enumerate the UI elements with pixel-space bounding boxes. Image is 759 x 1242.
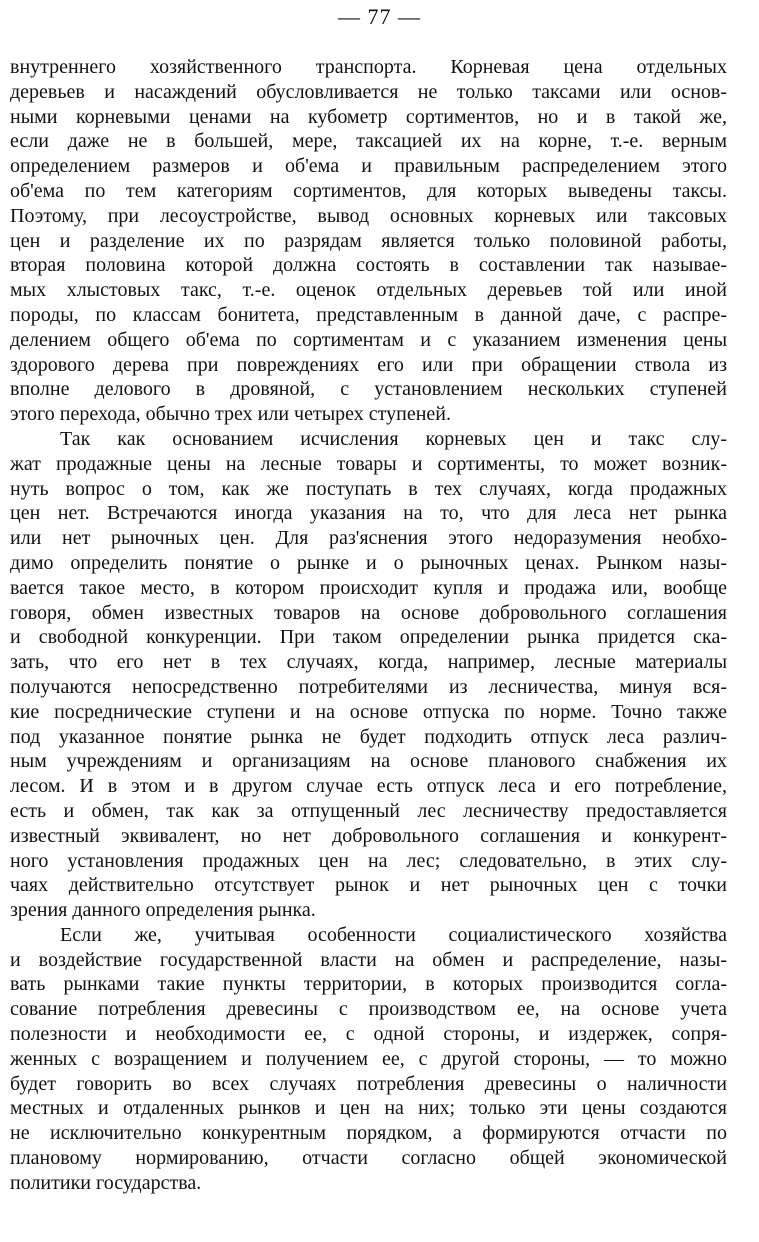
text-line: об'ема по тем категориям сортиментов, для которых выведены таксы. [10, 179, 727, 202]
text-line: если даже не в большей, мере, таксацией их на корне, т.-е. верным [10, 130, 727, 153]
text-line: Если же, учитывая особенности социалистического хозяйства [60, 923, 727, 946]
text-line: мых хлыстовых такс, т.-е. оценок отдельных деревьев той или иной [10, 279, 727, 302]
text-line: и свободной конкуренции. При таком определении рынка придется ска- [10, 626, 727, 649]
text-line: есть и обмен, так как за отпущенный лес лесничеству предоставляется [10, 799, 727, 822]
text-line: породы, по классам бонитета, представленным в данной даче, с распре- [10, 303, 727, 326]
text-line: политики государства. [10, 1171, 202, 1194]
text-line: кие посреднические ступени и на основе отпуска по норме. Точно также [10, 700, 727, 723]
page-number: — 77 — [338, 4, 421, 29]
text-line: Так как основанием исчисления корневых цен и такс слу- [60, 427, 727, 450]
paragraph [10, 427, 727, 923]
text-line: димо определить понятие о рынке и о рыночных ценах. Рынком назы- [10, 551, 727, 574]
text-line: местных и отдаленных рынков и цен на них; только эти цены создаются [10, 1097, 727, 1120]
text-line: сование потребления древесины с производством ее, на основе учета [10, 998, 727, 1021]
text-line: ного установления продажных цен на лес; следовательно, в этих слу- [10, 849, 727, 872]
text-line: ным учреждениям и организациям на основе планового снабжения их [10, 750, 727, 773]
text-line: Поэтому, при лесоустройстве, вывод основных корневых или таксовых [10, 204, 727, 227]
text-line: жат продажные цены на лесные товары и сортименты, то может возник- [10, 452, 727, 475]
text-line: женных с возращением и получением ее, с другой стороны, — то можно [10, 1047, 727, 1070]
text-line: нуть вопрос о том, как же поступать в тех случаях, когда продажных [10, 477, 727, 500]
text-line: этого перехода, обычно трех или четырех ступеней. [10, 403, 451, 426]
text-line: говоря, обмен известных товаров на основе добровольного соглашения [10, 601, 727, 624]
text-line: деревьев и насаждений обусловливается не только таксами или основ- [10, 80, 727, 103]
text-line: вторая половина которой должна состоять в составлении так называе- [10, 254, 727, 277]
text-line: внутреннего хозяйственного транспорта. Корневая цена отдельных [10, 56, 727, 78]
text-line: цен нет. Встречаются иногда указания на то, что для леса нет рынка [10, 502, 727, 525]
text-line: будет говорить во всех случаях потребления древесины о наличности [10, 1072, 727, 1095]
paragraph [10, 55, 727, 427]
text-line: зать, что его нет в тех случаях, когда, например, лесные материалы [10, 651, 727, 674]
text-line: цен и разделение их по разрядам является только половиной работы, [10, 229, 727, 252]
text-line: лесом. И в этом и в другом случае есть отпуск леса и его потребление, [10, 775, 727, 798]
text-line: ными корневыми ценами на кубометр сортиментов, но и в такой же, [10, 105, 727, 128]
body-text [10, 55, 727, 1196]
text-line: плановому нормированию, отчасти согласно общей экономической [10, 1147, 727, 1170]
text-line: известный эквивалент, но нет добровольного соглашения и конкурент- [10, 824, 727, 847]
text-line: чаях действительно отсутствует рынок и нет рыночных цен с точки [10, 874, 727, 897]
text-line: определением размеров и об'ема и правильным распределением этого [10, 155, 727, 178]
text-line: вполне делового в дровяной, с установлением нескольких ступеней [10, 378, 727, 401]
text-line: под указанное понятие рынка не будет подходить отпуск леса различ- [10, 725, 727, 748]
paragraph [10, 923, 727, 1196]
text-line: вать рынками такие пункты территории, в которых производится согла- [10, 973, 727, 996]
text-line: здорового дерева при повреждениях его или при обращении ствола из [10, 353, 727, 376]
text-line: получаются непосредственно потребителями из лесничества, минуя вся- [10, 675, 727, 698]
text-line: не исключительно конкурентным порядком, а формируются отчасти по [10, 1122, 727, 1145]
text-line: полезности и необходимости ее, с одной стороны, и издержек, сопря- [10, 1023, 727, 1046]
text-line: или нет рыночных цен. Для раз'яснения этого недоразумения необхо- [10, 527, 727, 550]
text-line: вается такое место, в котором происходит купля и продажа или, вообще [10, 576, 727, 599]
text-line: и воздействие государственной власти на обмен и распределение, назы- [10, 948, 727, 971]
text-line: делением общего об'ема по сортиментам и с указанием изменения цены [10, 328, 727, 351]
text-line: зрения данного определения рынка. [10, 899, 316, 922]
